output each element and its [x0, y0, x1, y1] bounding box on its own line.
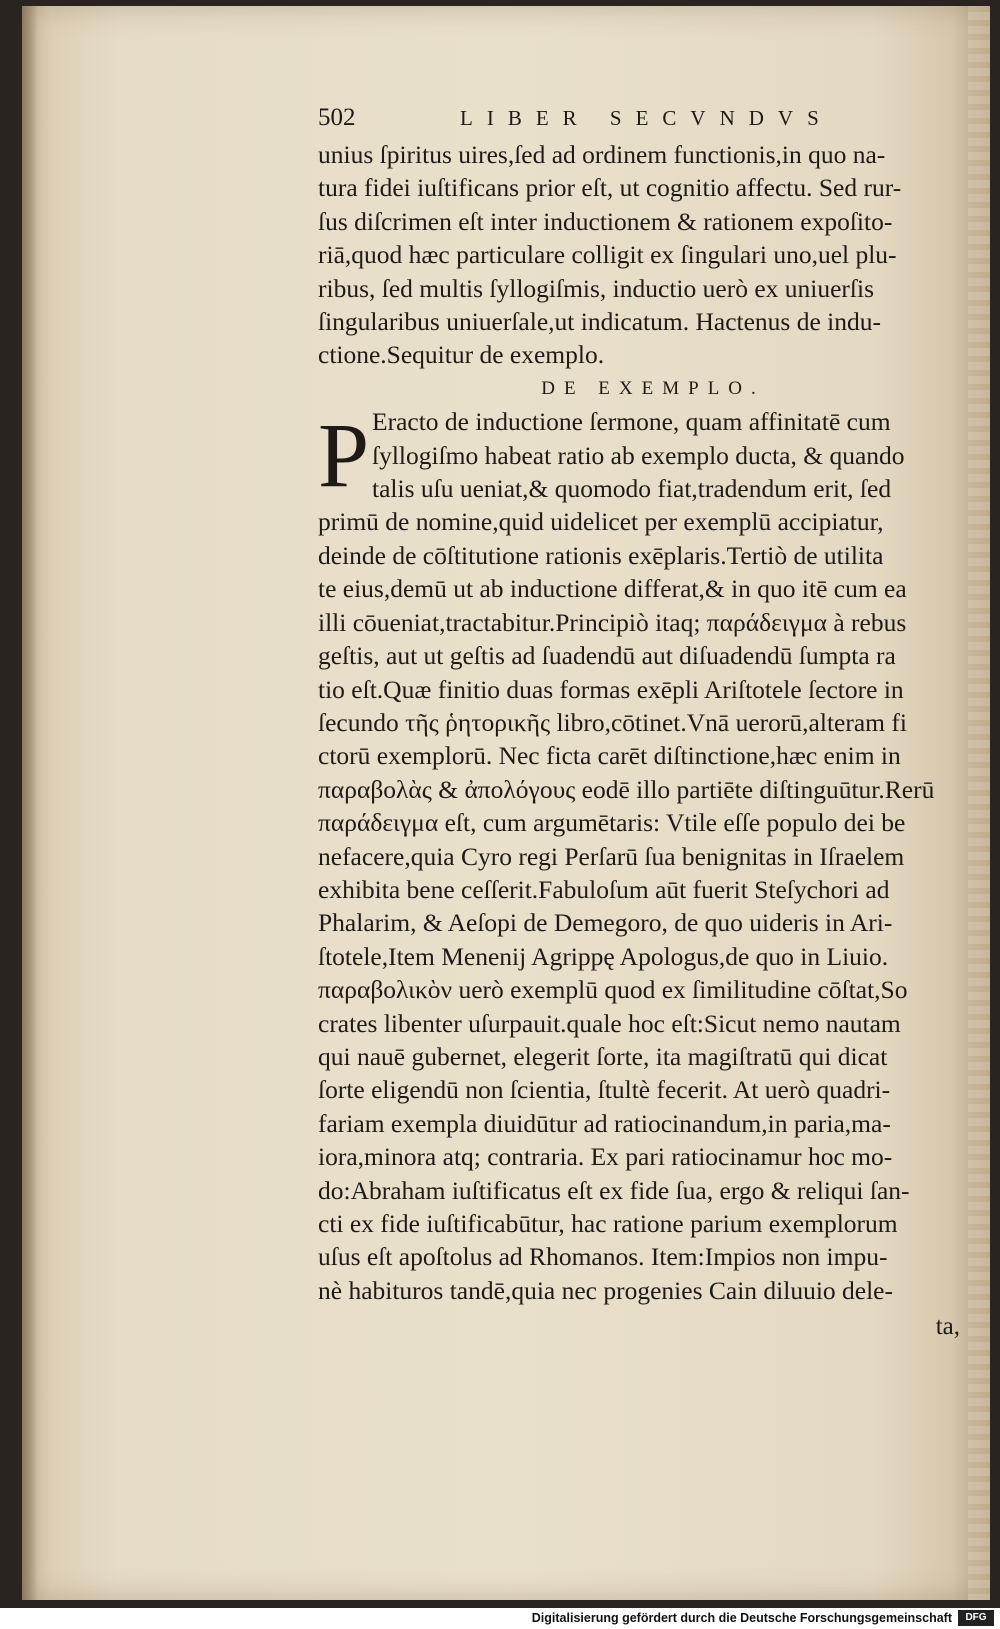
text-line: παραβολικὸν uerò exemplū quod ex ſimilitudine cōſtat,So — [318, 975, 908, 1005]
page-number: 502 — [318, 104, 356, 131]
text-line: nefacere,quia Cyro regi Perſarū ſua benignitas in Iſraelem — [318, 841, 905, 871]
text-line: ctorū exemplorū. Nec ficta carēt diſtinctione,hæc enim in — [318, 741, 901, 771]
drop-cap: P — [318, 404, 370, 507]
footer-credit: Digitalisierung gefördert durch die Deutsche Forschungsgemeinschaft — [531, 1611, 952, 1625]
text-line: nè habituros tandē,quia nec progenies Cain diluuio dele- — [318, 1275, 893, 1305]
text-line: ſus diſcrimen eſt inter inductionem & rationem expoſito- — [318, 206, 893, 236]
text-line: exhibita bene ceſſerit.Fabuloſum aūt fuerit Steſychori ad — [318, 874, 890, 904]
running-head — [318, 104, 968, 138]
text-line: Eracto de inductione ſermone, quam affinitatē cum — [372, 407, 891, 437]
text-line: Phalarim, & Aeſopi de Demegoro, de quo uideris in Ari- — [318, 908, 893, 938]
text-line: ſtotele,Item Menenij Agrippę Apologus,de quo in Liuio. — [318, 941, 889, 971]
text-line: ctione.Sequitur de exemplo. — [318, 340, 605, 370]
text-line: iora,minora atq; contraria. Ex pari ratiocinamur hoc mo- — [318, 1142, 893, 1172]
text-line: cti ex fide iuſtificabūtur, hac ratione parium exemplorum — [318, 1209, 898, 1238]
text-line: primū de nomine,quid uidelicet per exemplū accipiatur, — [318, 507, 884, 537]
dfg-logo: DFG — [958, 1610, 994, 1626]
text-line: talis uſu ueniat,& quomodo fiat,tradendum erit, ſed — [372, 474, 892, 504]
text-line: riā,quod hæc particulare colligit ex ſingulari uno,uel plu- — [318, 240, 897, 270]
text-line: ſorte eligendū non ſcientia, ſtultè fecerit. At uerò quadri- — [318, 1075, 891, 1105]
text-line: tio eſt.Quæ finitio duas formas exēpli Ariſtotele ſectore in — [318, 674, 904, 704]
text-line: ſyllogiſmo habeat ratio ab exemplo ducta, & quando — [372, 440, 905, 470]
text-line: do:Abraham iuſtificatus eſt ex fide ſua, ergo & reliqui ſan- — [318, 1175, 910, 1205]
text-line: παράδειγμα eſt, cum argumētaris: Vtile eſſe populo dei be — [318, 808, 906, 838]
section-heading: DE EXEMPLO. — [541, 377, 765, 399]
text-line: qui nauē gubernet, elegerit ſorte, ita magiſtratū qui dicat — [318, 1041, 888, 1071]
catchword: ta, — [935, 1313, 960, 1341]
text-line: παραβολὰς & ἀπολόγους eodē illo partiēte diſtinguūtur.Rerū — [318, 774, 935, 804]
text-line: ſingularibus uniuerſale,ut indicatum. Hactenus de indu- — [318, 307, 881, 337]
running-head-title: LIBER SECVNDVS — [460, 106, 833, 130]
text-line: tura fidei iuſtificans prior eſt, ut cognitio affectu. Sed rur- — [318, 173, 902, 203]
text-line: uſus eſt apoſtolus ad Rhomanos. Item:Impios non impu- — [318, 1242, 888, 1272]
text-lines-top — [318, 138, 968, 372]
text-line: fariam exempla diuidūtur ad ratiocinandum,in paria,ma- — [318, 1108, 891, 1138]
book-page — [22, 6, 990, 1600]
text-line: illi cōueniat,tractabitur.Principiò itaq; παράδειγμα à rebus — [318, 607, 907, 637]
text-block — [318, 104, 968, 1347]
footer-bar — [0, 1608, 1000, 1629]
text-line: deinde de cōſtitutione rationis exēplaris.Tertiò de utilita — [318, 540, 884, 570]
text-line: ſecundo τῆς ῥητορικῆς libro,cōtinet.Vnā uerorū,alteram fi — [318, 707, 907, 737]
text-line: crates libenter uſurpauit.quale hoc eſt:Sicut nemo nautam — [318, 1008, 901, 1038]
paragraph-de-exemplo — [318, 405, 968, 1307]
text-line: unius ſpiritus uires,ſed ad ordinem functionis,in quo na- — [318, 140, 886, 169]
text-line: geſtis, aut ut geſtis ad ſuadendū aut diſuadendū ſumpta ra — [318, 641, 896, 671]
text-line: te eius,demū ut ab inductione differat,& in quo itē cum ea — [318, 574, 907, 604]
text-line: ribus, ſed multis ſyllogiſmis, inductio uerò ex uniuerſis — [318, 273, 874, 303]
